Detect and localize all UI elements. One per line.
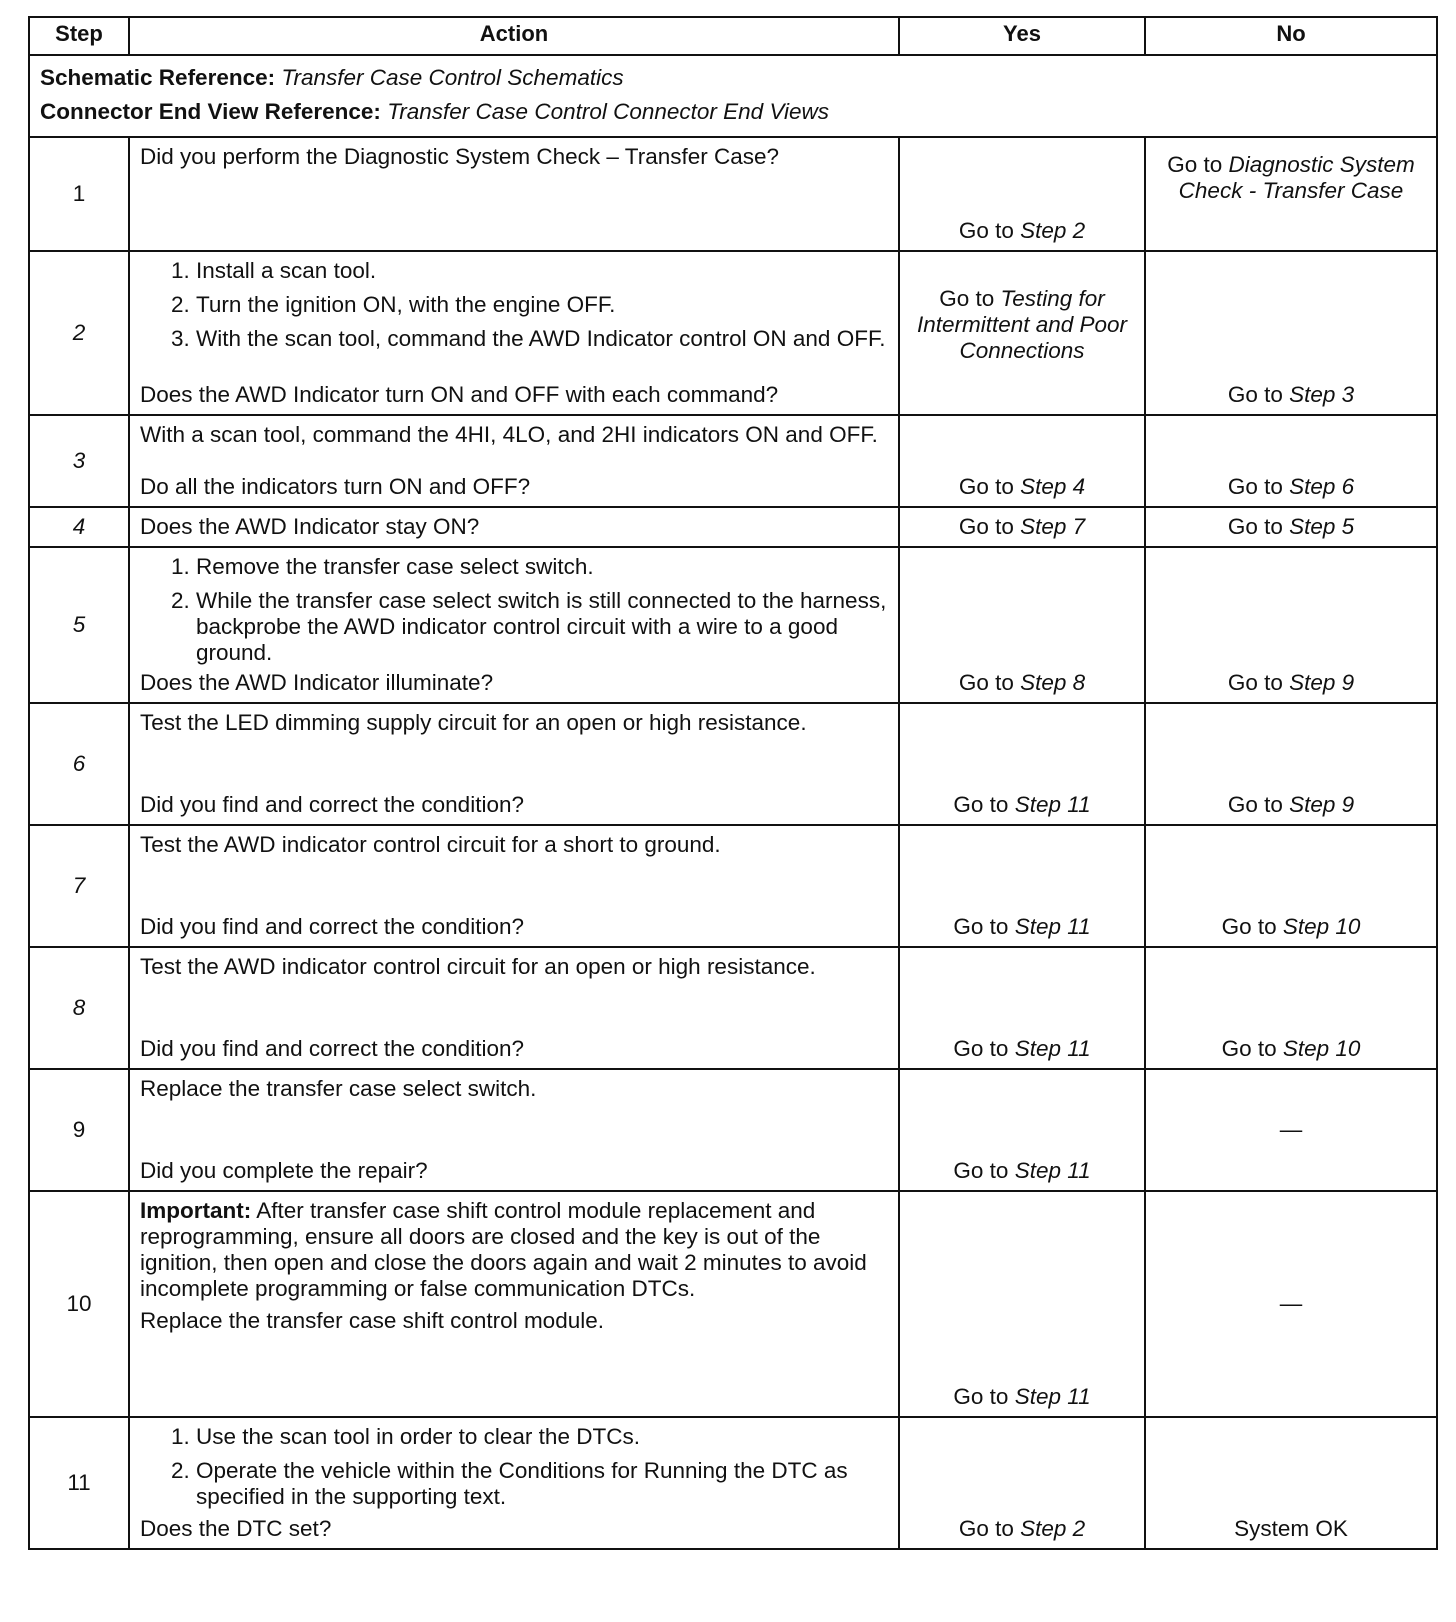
yes-cell[interactable] (899, 415, 1145, 507)
schematic-reference-link[interactable]: Transfer Case Control Schematics (281, 65, 624, 90)
yes-target: Step 7 (1020, 514, 1086, 539)
action-cell (129, 947, 899, 1069)
instruction-item: 2. Turn the ignition ON, with the engine OFF. (196, 292, 888, 318)
yes-cell[interactable] (899, 251, 1145, 415)
no-link[interactable] (1146, 670, 1436, 696)
go-to-label: Go to (1221, 914, 1277, 939)
action-cell (129, 1417, 899, 1549)
yes-cell[interactable] (899, 947, 1145, 1069)
step-question: Did you find and correct the condition? (140, 914, 524, 939)
step-instruction: Test the AWD indicator control circuit for a short to ground. (140, 832, 721, 857)
yes-target: Step 4 (1020, 474, 1086, 499)
go-to-label: Go to (1221, 1036, 1277, 1061)
step-number: 5 (29, 547, 129, 703)
yes-link[interactable] (900, 1036, 1144, 1062)
table-row (29, 137, 1437, 251)
go-to-label: Go to (1227, 670, 1283, 695)
schematic-reference (40, 62, 1426, 96)
no-target: Step 5 (1289, 514, 1355, 539)
no-cell[interactable] (1145, 547, 1437, 703)
table-row (29, 507, 1437, 547)
yes-link[interactable] (900, 1384, 1144, 1410)
step-instructions (140, 1424, 888, 1510)
go-to-label: Go to (958, 1516, 1014, 1541)
yes-target: Step 11 (1014, 1036, 1091, 1061)
no-link[interactable] (1156, 144, 1426, 204)
no-cell (1145, 1191, 1437, 1417)
yes-cell[interactable] (899, 1191, 1145, 1417)
step-number: 7 (29, 825, 129, 947)
yes-link[interactable] (900, 514, 1144, 540)
yes-target: Step 11 (1014, 792, 1091, 817)
action-cell (129, 1191, 899, 1417)
no-target: Step 10 (1282, 1036, 1361, 1061)
step-instructions (140, 258, 888, 352)
step-number: 3 (29, 415, 129, 507)
yes-cell[interactable] (899, 1417, 1145, 1549)
step-number: 11 (29, 1417, 129, 1549)
yes-target: Step 2 (1020, 218, 1086, 243)
action-cell (129, 415, 899, 507)
instruction-item: 2. While the transfer case select switch is still connected to the harness, backprobe the AWD indicator control circuit with a wire to a good ground. (196, 588, 888, 666)
go-to-label: Go to (1227, 514, 1283, 539)
action-cell (129, 1069, 899, 1191)
yes-cell[interactable] (899, 137, 1145, 251)
yes-link[interactable] (900, 1158, 1144, 1184)
go-to-label: Go to (953, 1158, 1009, 1183)
system-ok-text: System OK (1234, 1516, 1348, 1541)
no-target: Step 9 (1289, 792, 1355, 817)
action-cell (129, 703, 899, 825)
step-question: Did you complete the repair? (140, 1158, 428, 1183)
schematic-reference-label: Schematic Reference: (40, 65, 276, 90)
yes-target: Step 8 (1020, 670, 1086, 695)
no-target: Diagnostic System Check - Transfer Case (1178, 152, 1415, 203)
yes-link[interactable] (900, 474, 1144, 500)
action-cell (129, 251, 899, 415)
instruction-item: 2. Operate the vehicle within the Conditions for Running the DTC as specified in the supporting text. (196, 1458, 888, 1510)
reference-cell (29, 55, 1437, 137)
no-dash: — (1279, 1117, 1303, 1142)
go-to-label: Go to (953, 1384, 1009, 1409)
go-to-label: Go to (953, 1036, 1009, 1061)
step-instruction: Test the AWD indicator control circuit for an open or high resistance. (140, 954, 816, 979)
go-to-label: Go to (1227, 792, 1283, 817)
yes-target: Testing for Intermittent and Poor Connections (916, 286, 1128, 363)
connector-reference-label: Connector End View Reference: (40, 99, 381, 124)
reference-row (29, 55, 1437, 137)
no-cell[interactable] (1145, 415, 1437, 507)
go-to-label: Go to (1227, 474, 1283, 499)
step-instruction: Test the LED dimming supply circuit for an open or high resistance. (140, 710, 807, 735)
header-row (29, 17, 1437, 55)
go-to-label: Go to (1167, 152, 1223, 177)
no-link[interactable] (1146, 474, 1436, 500)
header-no: No (1145, 17, 1437, 55)
step-question: Do all the indicators turn ON and OFF? (140, 474, 531, 499)
step-instructions (140, 554, 888, 666)
no-cell[interactable] (1145, 507, 1437, 547)
header-action: Action (129, 17, 899, 55)
table-row (29, 825, 1437, 947)
no-link[interactable] (1146, 914, 1436, 940)
table-row (29, 547, 1437, 703)
connector-reference-link[interactable]: Transfer Case Control Connector End Views (387, 99, 830, 124)
no-target: Step 3 (1289, 382, 1355, 407)
important-label: Important: (140, 1198, 252, 1223)
yes-target: Step 11 (1014, 914, 1091, 939)
no-cell[interactable] (1145, 703, 1437, 825)
important-text: After transfer case shift control module replacement and reprogramming, ensure all doors are closed and the key is out of the ignition, then open and close the doors again and wait 2 minutes to avoid incomplete programming or false communication DTCs. (140, 1198, 867, 1301)
header-yes: Yes (899, 17, 1145, 55)
yes-cell[interactable] (899, 547, 1145, 703)
important-note (140, 1198, 888, 1302)
no-link[interactable] (1146, 1036, 1436, 1062)
no-cell[interactable] (1145, 947, 1437, 1069)
go-to-label: Go to (939, 286, 995, 311)
yes-link[interactable] (900, 218, 1144, 244)
table-row (29, 251, 1437, 415)
no-link[interactable] (1146, 514, 1436, 540)
yes-target: Step 11 (1014, 1158, 1091, 1183)
yes-link[interactable] (900, 914, 1144, 940)
yes-target: Step 11 (1014, 1384, 1091, 1409)
action-cell (129, 507, 899, 547)
no-target: Step 9 (1289, 670, 1355, 695)
step-question: Did you find and correct the condition? (140, 1036, 524, 1061)
step-number: 6 (29, 703, 129, 825)
table-row (29, 1069, 1437, 1191)
no-target: Step 6 (1289, 474, 1355, 499)
yes-cell[interactable] (899, 825, 1145, 947)
diagnostic-table (28, 16, 1438, 1550)
instruction-item: 3. With the scan tool, command the AWD Indicator control ON and OFF. (196, 326, 888, 352)
go-to-label: Go to (958, 474, 1014, 499)
step-number: 10 (29, 1191, 129, 1417)
instruction-item: 1. Install a scan tool. (196, 258, 888, 284)
yes-link[interactable] (900, 792, 1144, 818)
table-row (29, 415, 1437, 507)
yes-cell[interactable] (899, 1069, 1145, 1191)
table-row (29, 1417, 1437, 1549)
step-question: Did you perform the Diagnostic System Check – Transfer Case? (140, 144, 780, 169)
table-row (29, 703, 1437, 825)
go-to-label: Go to (1227, 382, 1283, 407)
step-question: Does the AWD Indicator turn ON and OFF with each command? (140, 382, 779, 407)
no-cell[interactable] (1145, 251, 1437, 415)
go-to-label: Go to (958, 218, 1014, 243)
action-cell (129, 547, 899, 703)
table-row (29, 947, 1437, 1069)
no-dash: — (1279, 1291, 1303, 1316)
yes-cell[interactable] (899, 507, 1145, 547)
yes-link[interactable] (910, 258, 1134, 364)
step-question: Did you find and correct the condition? (140, 792, 524, 817)
no-cell (1145, 1069, 1437, 1191)
table-row (29, 1191, 1437, 1417)
instruction-item: 1. Remove the transfer case select switch. (196, 554, 888, 580)
go-to-label: Go to (953, 914, 1009, 939)
step-number: 2 (29, 251, 129, 415)
step-instruction: Replace the transfer case select switch. (140, 1076, 537, 1101)
step-number: 9 (29, 1069, 129, 1191)
yes-link[interactable] (900, 670, 1144, 696)
step-question: Does the AWD Indicator illuminate? (140, 670, 494, 695)
connector-reference (40, 96, 1426, 130)
step-instruction: With a scan tool, command the 4HI, 4LO, and 2HI indicators ON and OFF. (140, 422, 878, 447)
no-link[interactable] (1146, 382, 1436, 408)
no-cell (1145, 1417, 1437, 1549)
step-question: Does the DTC set? (140, 1516, 332, 1541)
step-number: 4 (29, 507, 129, 547)
header-step: Step (29, 17, 129, 55)
no-link[interactable] (1146, 792, 1436, 818)
action-cell (129, 137, 899, 251)
go-to-label: Go to (953, 792, 1009, 817)
step-number: 1 (29, 137, 129, 251)
instruction-item: 1. Use the scan tool in order to clear the DTCs. (196, 1424, 888, 1450)
no-target: Step 10 (1282, 914, 1361, 939)
action-cell (129, 825, 899, 947)
no-cell[interactable] (1145, 825, 1437, 947)
go-to-label: Go to (958, 514, 1014, 539)
yes-cell[interactable] (899, 703, 1145, 825)
go-to-label: Go to (958, 670, 1014, 695)
step-instruction: Replace the transfer case shift control module. (140, 1308, 604, 1333)
step-question: Does the AWD Indicator stay ON? (140, 514, 480, 539)
yes-link[interactable] (900, 1516, 1144, 1542)
no-cell[interactable] (1145, 137, 1437, 251)
step-number: 8 (29, 947, 129, 1069)
yes-target: Step 2 (1020, 1516, 1086, 1541)
